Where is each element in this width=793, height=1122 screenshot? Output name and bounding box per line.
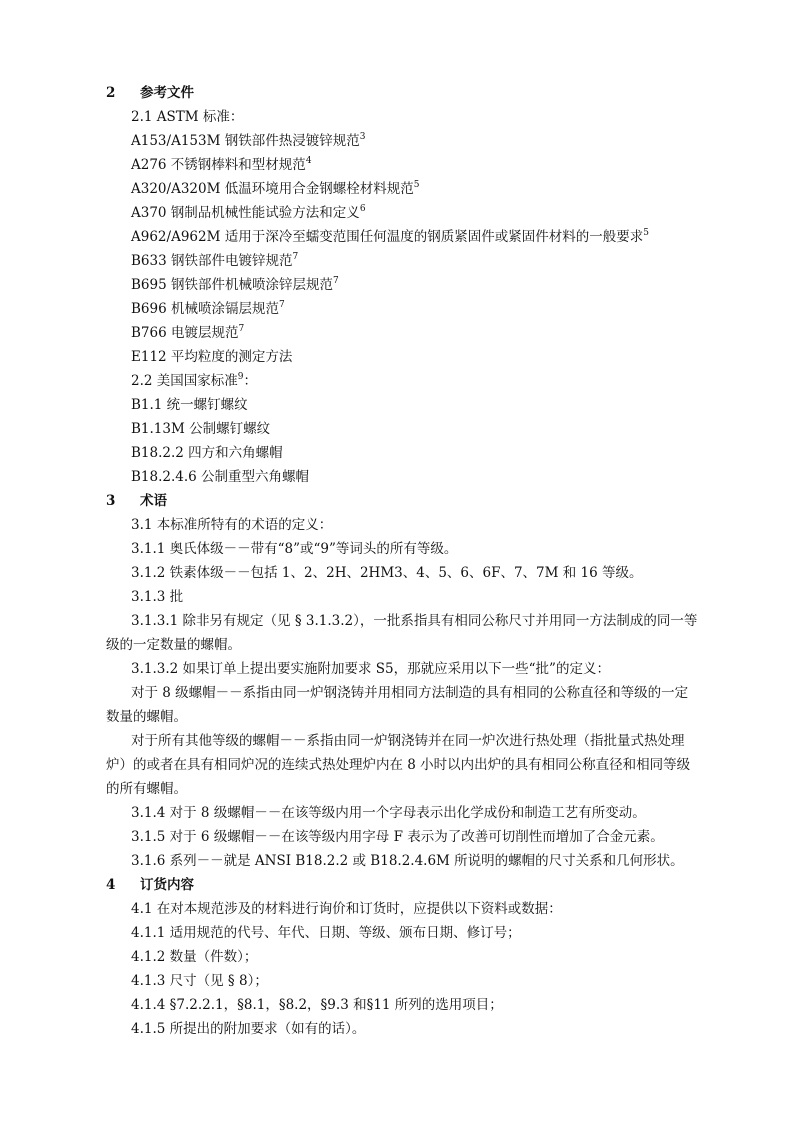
footnote-mark: 9 (237, 372, 244, 382)
lot-other-line1: 对于所有其他等级的螺帽－－系指由同一炉钢浇铸并在同一炉次进行热处理（指批量式热处理 (131, 733, 685, 749)
lot-other-line3: 的所有螺帽。 (106, 781, 187, 797)
term-3-1-1: 3.1.1 奥氏体级－－带有“8”或“9”等词头的所有等级。 (131, 541, 458, 557)
ref-item-b1-1: B1.1 统一螺钉螺纹 (131, 397, 248, 413)
term-3-1-2: 3.1.2 铁素体级－－包括 1、2、2H、2HM3、4、5、6、6F、7、7M 和 16 等级。 (131, 565, 643, 581)
ref-item-e112: E112 平均粒度的测定方法 (131, 349, 293, 365)
order-4-1-1: 4.1.1 适用规范的代号、年代、日期、等级、颁布日期、修订号； (131, 925, 521, 941)
ref-item-b18-2-2: B18.2.2 四方和六角螺帽 (131, 445, 283, 461)
term-3-1-4: 3.1.4 对于 8 级螺帽－－在该等级内用一个字母表示出化学成份和制造工艺有所变动。 (131, 805, 646, 821)
section-3-heading (106, 492, 167, 510)
ref-item-a962: A962/A962M 适用于深冷至蠕变范围任何温度的钢质紧固件或紧固件材料的一般要求$^5$ (131, 228, 649, 245)
order-4-1-4: 4.1.4 §7.2.2.1，§8.1，§8.2，§9.3 和§11 所列的选用项目； (131, 997, 503, 1013)
term-3-1-3-2: 3.1.3.2 如果订单上提出要实施附加要求 S5，那就应采用以下一些“批”的定义： (131, 661, 610, 677)
section-title: 订货内容 (140, 877, 194, 893)
ref-subsection-2-1: 2.1 ASTM 标准： (131, 109, 244, 125)
footnote-mark: 4 (305, 156, 312, 166)
section-number: 2 (106, 85, 116, 101)
ref-item-b766: B766 电镀层规范$^7$ (131, 324, 245, 341)
ref-item-b633: B633 钢铁部件电镀锌规范$^7$ (131, 252, 299, 269)
lot-other-line2: 炉）的或者在具有相同炉况的连续式热处理炉内在 8 小时以内出炉的具有相同公称直径和相同等级 (106, 757, 691, 773)
ref-item-a370: A370 钢制品机械性能试验方法和定义$^6$ (131, 204, 366, 221)
ref-item-a320: A320/A320M 低温环境用合金钢螺栓材料规范$^5$ (131, 180, 420, 197)
section-2-heading (106, 84, 194, 102)
section-number: 3 (106, 493, 116, 509)
ref-item-a153: A153/A153M 钢铁部件热浸镀锌规范$^3$ (131, 132, 366, 149)
ref-item-b18-2-4-6: B18.2.4.6 公制重型六角螺帽 (131, 469, 310, 485)
section-title: 参考文件 (140, 85, 194, 101)
ref-item-a276: A276 不锈钢棒料和型材规范$^4$ (131, 156, 312, 173)
order-4-1-2: 4.1.2 数量（件数）； (131, 949, 258, 965)
footnote-mark: 7 (238, 324, 245, 334)
ref-item-b695: B695 钢铁部件机械喷涂锌层规范$^7$ (131, 276, 339, 293)
footnote-mark: 7 (332, 276, 339, 286)
section-number: 4 (106, 877, 116, 893)
lot-grade8-line1: 对于 8 级螺帽－－系指由同一炉钢浇铸并用相同方法制造的具有相同的公称直径和等级的一定 (131, 685, 689, 701)
footnote-mark: 5 (643, 228, 649, 238)
section-title: 术语 (140, 493, 167, 509)
ref-item-b696: B696 机械喷涂镉层规范$^7$ (131, 300, 285, 317)
lot-grade8-line2: 数量的螺帽。 (106, 709, 187, 725)
footnote-mark: 3 (359, 132, 366, 142)
order-4-1-5: 4.1.5 所提出的附加要求（如有的话）。 (131, 1021, 366, 1037)
order-4-1: 4.1 在对本规范涉及的材料进行询价和订货时，应提供以下资料或数据： (131, 901, 562, 917)
order-4-1-3: 4.1.3 尺寸（见 § 8）； (131, 973, 268, 989)
term-3-1-3-1-line1: 3.1.3.1 除非另有规定（见 § 3.1.3.2），一批系指具有相同公称尺寸并用同一方法制成的同一等 (131, 613, 698, 629)
footnote-mark: 5 (413, 180, 420, 190)
term-3-1-5: 3.1.5 对于 6 级螺帽－－在该等级内用字母 F 表示为了改善可切削性而增加了合金元素。 (131, 829, 664, 845)
footnote-mark: 7 (292, 252, 299, 262)
ref-subsection-2-2: 2.2 美国国家标准$^9$： (131, 372, 257, 389)
term-3-1-3-1-line2: 级的一定数量的螺帽。 (106, 637, 241, 653)
term-3-1-3: 3.1.3 批 (131, 589, 184, 605)
term-3-1-6: 3.1.6 系列－－就是 ANSI B18.2.2 或 B18.2.4.6M 所说明的螺帽的尺寸关系和几何形状。 (131, 853, 684, 869)
term-3-1: 3.1 本标准所特有的术语的定义： (131, 517, 333, 533)
section-4-heading (106, 876, 194, 894)
footnote-mark: 6 (359, 204, 366, 214)
footnote-mark: 7 (278, 300, 285, 310)
ref-item-b1-13m: B1.13M 公制螺钉螺纹 (131, 421, 271, 437)
